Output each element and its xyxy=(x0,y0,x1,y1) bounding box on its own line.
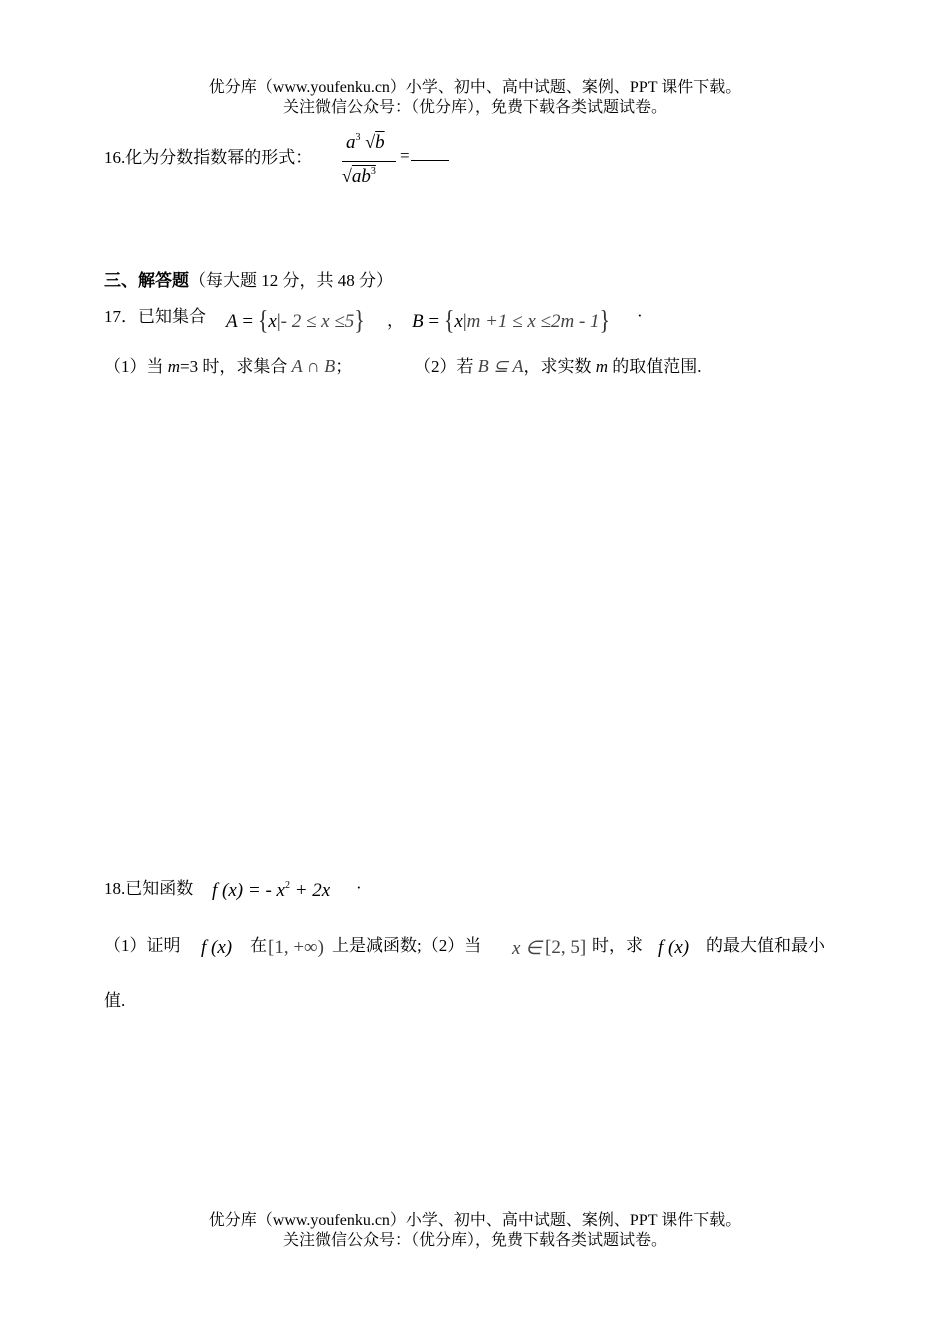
q18-mid-text: 上是减函数;（2）当 xyxy=(332,936,482,955)
q17-comma: ， xyxy=(387,311,404,330)
q16-equals: = xyxy=(400,146,410,165)
q17-set-a: A = {x|- 2 ≤ x ≤5} xyxy=(226,303,365,335)
q16-answer-blank xyxy=(411,160,449,161)
q18-interval-1: [1, +∞) xyxy=(268,937,324,958)
footer-line-2: 关注微信公众号：（优分库），免费下载各类试题试卷。 xyxy=(282,1232,667,1249)
header-line-1: 优分库（www.youfenku.cn）小学、初中、高中试题、案例、PPT 课件下载。 xyxy=(208,79,742,96)
q17-set-b: B = {x|m +1 ≤ x ≤2m - 1} xyxy=(412,303,611,335)
q17-part2: （2）若 B ⊆ A，求实数 m 的取值范围. xyxy=(414,356,702,376)
section3-note: （每大题 12 分，共 48 分） xyxy=(189,271,393,290)
q18-in-text: 在 xyxy=(250,936,267,955)
q18-when-text: 时，求 xyxy=(592,936,643,955)
q17-dot: · xyxy=(637,306,643,325)
header-line-2: 关注微信公众号：（优分库），免费下载各类试题试卷。 xyxy=(282,99,667,116)
q18-interval-2: [2, 5] xyxy=(545,937,587,958)
q18-wrap-text: 值. xyxy=(104,991,126,1010)
q17-prefix: 17．已知集合 xyxy=(104,307,206,326)
q18-prefix: 18.已知函数 xyxy=(104,879,194,898)
q18-dot: · xyxy=(356,878,362,897)
q18-f1: f (x) xyxy=(201,937,233,958)
q18-part1-prefix: （1）证明 xyxy=(104,936,181,955)
q18-tail-text: 的最大值和最小 xyxy=(706,936,825,955)
q18-x-in: x ∈ xyxy=(512,938,542,959)
q16-fraction xyxy=(340,130,400,196)
q18-f2: f (x) xyxy=(658,937,690,958)
section3-heading xyxy=(104,266,393,291)
q16-denominator: $√ab^3$ xyxy=(342,166,376,187)
q18-function: f (x) = - $x^2 + 2x$ xyxy=(212,880,331,901)
section3-title: 三、解答题 xyxy=(104,271,189,290)
footer-line-1: 优分库（www.youfenku.cn）小学、初中、高中试题、案例、PPT 课件下载。 xyxy=(208,1212,742,1229)
q17-part1: （1）当 m=3 时，求集合 A ∩ B； xyxy=(104,356,353,376)
q16-fraction-bar xyxy=(342,161,396,162)
q16-numerator: $a^3$ √b xyxy=(346,132,385,153)
q16-prefix: 16.化为分数指数幂的形式： xyxy=(104,148,313,167)
